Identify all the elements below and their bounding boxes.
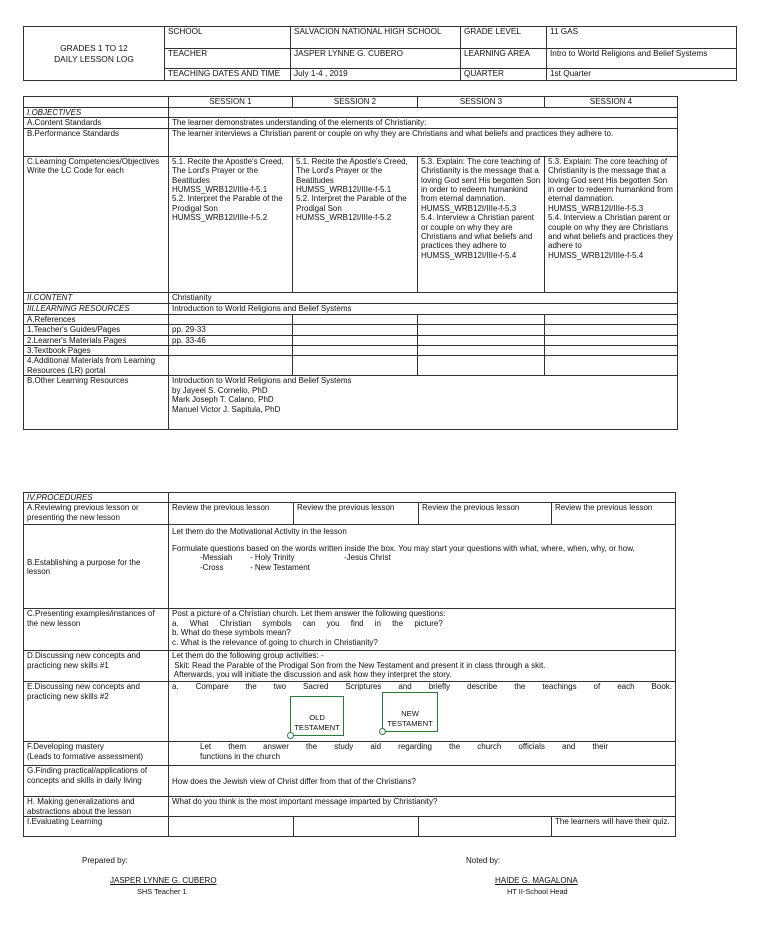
content-standards-value: The learner demonstrates understanding of the elements of Christianity: xyxy=(169,118,678,128)
other-resources-label: B.Other Learning Resources xyxy=(24,376,169,430)
school-value: SALVACION NATIONAL HIGH SCHOOL xyxy=(291,27,461,49)
procedure-a-session-2: Review the previous lesson xyxy=(294,503,419,525)
word-jesus-christ: -Jesus Christ xyxy=(344,553,391,563)
scroll-curl-icon xyxy=(287,732,294,739)
quarter-value: 1st Quarter xyxy=(547,69,737,81)
teachers-guide-value: pp. 29-33 xyxy=(169,325,293,335)
procedure-d-value xyxy=(169,651,676,682)
procedure-f-line1: Let them answer the study aid regarding the church officials and their xyxy=(200,742,608,752)
header-table xyxy=(23,26,737,81)
procedure-f-value xyxy=(169,742,676,766)
procedure-g-label: G.Finding practical/applications of concepts and skills in daily living xyxy=(24,766,169,797)
procedure-a-label: A.Reviewing previous lesson or presenting the new lesson xyxy=(24,503,169,525)
word-holy-trinity: - Holy Trinity xyxy=(250,553,295,563)
prepared-by-title: SHS Teacher 1 xyxy=(137,887,187,896)
procedure-c-line2: a. What Christian symbols can you find in the picture? xyxy=(172,618,443,628)
prepared-by-label: Prepared by: xyxy=(82,856,128,865)
old-testament-label: OLD TESTAMENT xyxy=(294,712,340,732)
procedure-d-line3: Afterwards, you will initiate the discussion and ask how they interpret the story. xyxy=(172,670,452,680)
competencies-label: C.Learning Competencies/Objectives Write the LC Code for each xyxy=(24,156,169,292)
scripture-boxes xyxy=(172,692,672,736)
references-label: A.References xyxy=(24,314,169,324)
procedure-f-line2: functions in the church xyxy=(200,751,281,761)
procedure-a-session-3: Review the previous lesson xyxy=(419,503,552,525)
procedure-i-label: I.Evaluating Learning xyxy=(24,817,169,837)
new-testament-label: NEW TESTAMENT xyxy=(387,708,433,728)
procedure-c-label: C.Presenting examples/instances of the new lesson xyxy=(24,609,169,651)
grade-label: GRADE LEVEL xyxy=(461,27,547,49)
procedure-c-value xyxy=(169,609,676,651)
textbook-label: 3.Textbook Pages xyxy=(24,346,169,356)
log-title-line2: DAILY LESSON LOG xyxy=(54,53,134,64)
word-messiah: -Messiah xyxy=(200,553,233,563)
log-title-line1: GRADES 1 TO 12 xyxy=(60,42,128,53)
objectives-table xyxy=(23,96,678,430)
scroll-curl-icon xyxy=(379,728,386,735)
procedure-e-line: a. Compare the two Sacred Scriptures and briefly describe the teachings of each Book. xyxy=(172,682,672,692)
word-row-2 xyxy=(172,563,672,573)
competencies-session-4: 5.3. Explain: The core teaching of Christianity is the message that a loving God sent His begotten Son in order to redeem humankind from eternal damnation. HUMSS_WRB12I/IIIe-f-5.3 5.4. Interview a Christian parent or couple on why they are Christians and what beliefs and practices they adhere to HUMSS_WRB12I/IIIe-f-5.4 xyxy=(545,156,678,292)
quarter-label: QUARTER xyxy=(461,69,547,81)
procedure-e-label: E.Discussing new concepts and practicing new skills #2 xyxy=(24,682,169,742)
session-4-header: SESSION 4 xyxy=(545,97,678,108)
procedure-c-line1: Post a picture of a Christian church. Let them answer the following questions: xyxy=(172,609,446,619)
other-resources-value: Introduction to World Religions and Belief Systems by Jayeel S. Cornelio, PhD Mark Joseph T. Calano, PhD Manuel Victor J. Sapitula, PhD xyxy=(169,376,678,430)
old-testament-box xyxy=(290,696,344,736)
content-heading: II.CONTENT xyxy=(24,292,169,303)
competencies-session-1: 5.1. Recite the Apostle's Creed, The Lord's Prayer or the Beatitudes HUMSS_WRB12I/IIIe-f-5.1 5.2. Interpret the Parable of the Prodigal Son HUMSS_WRB12I/IIIe-f-5.2 xyxy=(169,156,293,292)
word-new-testament: - New Testament xyxy=(250,563,310,573)
grade-value: 11 GAS xyxy=(547,27,737,49)
performance-standards-label: B.Performance Standards xyxy=(24,128,169,156)
procedure-d-line2: Skit: Read the Parable of the Prodigal Son from the New Testament and present it in class through a skit. xyxy=(172,660,546,670)
dates-label: TEACHING DATES AND TIME xyxy=(165,69,291,81)
procedure-i-session-4: The learners will have their quiz. xyxy=(552,817,676,837)
teachers-guide-label: 1.Teacher's Guides/Pages xyxy=(24,325,169,335)
procedure-a-session-4: Review the previous lesson xyxy=(552,503,676,525)
school-label: SCHOOL xyxy=(165,27,291,49)
resources-heading-value: Introduction to World Religions and Belief Systems xyxy=(169,303,678,314)
procedure-c-line4: c. What is the relevance of going to church in Christianity? xyxy=(172,637,378,647)
session-3-header: SESSION 3 xyxy=(418,97,545,108)
performance-standards-value: The learner interviews a Christian parent or couple on why they are Christians and what beliefs and practices they adhere to. xyxy=(169,128,678,156)
learners-materials-label: 2.Learner's Materials Pages xyxy=(24,335,169,345)
additional-materials-label: 4.Additional Materials from Learning Resources (LR) portal xyxy=(24,356,169,376)
word-cross: -Cross xyxy=(200,563,224,573)
procedure-b-label: B.Establishing a purpose for the lesson xyxy=(24,525,169,609)
area-value: Intro to World Religions and Belief Systems xyxy=(547,49,737,69)
session-2-header: SESSION 2 xyxy=(293,97,418,108)
noted-by-title: HT II-School Head xyxy=(507,887,568,896)
procedure-e-value xyxy=(169,682,676,742)
prepared-by-name: JASPER LYNNE G. CUBERO xyxy=(110,876,217,885)
procedures-table xyxy=(23,492,676,837)
procedure-b-value xyxy=(169,525,676,609)
procedure-a-session-1: Review the previous lesson xyxy=(169,503,294,525)
word-row-1 xyxy=(172,553,672,563)
objectives-heading: I.OBJECTIVES xyxy=(24,108,169,118)
session-1-header: SESSION 1 xyxy=(169,97,293,108)
competencies-session-3: 5.3. Explain: The core teaching of Christianity is the message that a loving God sent His begotten Son in order to redeem humankind from eternal damnation. HUMSS_WRB12I/IIIe-f-5.3 5.4. Interview a Christian parent or couple on why they are Christians and what beliefs and practices they adhere to HUMSS_WRB12I/IIIe-f-5.4 xyxy=(418,156,545,292)
procedure-c-line3: b. What do these symbols mean? xyxy=(172,628,291,638)
procedures-heading: IV.PROCEDURES xyxy=(24,493,169,503)
competencies-session-2: 5.1. Recite the Apostle's Creed, The Lord's Prayer or the Beatitudes HUMSS_WRB12I/IIIe-f-5.1 5.2. Interpret the Parable of the Prodigal Son HUMSS_WRB12I/IIIe-f-5.2 xyxy=(293,156,418,292)
procedure-d-label: D.Discussing new concepts and practicing new skills #1 xyxy=(24,651,169,682)
area-label: LEARNING AREA xyxy=(461,49,547,69)
new-testament-box xyxy=(382,692,438,732)
content-standards-label: A.Content Standards xyxy=(24,118,169,128)
teacher-label: TEACHER xyxy=(165,49,291,69)
procedure-b-line2: Formulate questions based on the words written inside the box. You may start your questions with what, where, when, why, or how. xyxy=(172,543,635,553)
noted-by-label: Noted by: xyxy=(466,856,501,865)
procedure-g-value: How does the Jewish view of Christ differ from that of the Christians? xyxy=(169,766,676,797)
dates-value: July 1-4 , 2019 xyxy=(291,69,461,81)
content-value: Christianity xyxy=(169,292,678,303)
procedure-b-line1: Let them do the Motivational Activity in the lesson xyxy=(172,527,347,537)
procedure-d-line1: Let them do the following group activities: - xyxy=(172,651,324,661)
log-title xyxy=(24,27,165,81)
learners-materials-value: pp. 33-46 xyxy=(169,335,293,345)
resources-heading: III.LEARNING RESOURCES xyxy=(24,303,169,314)
teacher-value: JASPER LYNNE G. CUBERO xyxy=(291,49,461,69)
procedure-h-label: H. Making generalizations and abstractions about the lesson xyxy=(24,797,169,817)
procedure-h-value: What do you think is the most important message imparted by Christianity? xyxy=(169,797,676,817)
noted-by-name: HAIDE G. MAGALONA xyxy=(495,876,578,885)
procedure-f-label: F.Developing mastery (Leads to formative assessment) xyxy=(24,742,169,766)
